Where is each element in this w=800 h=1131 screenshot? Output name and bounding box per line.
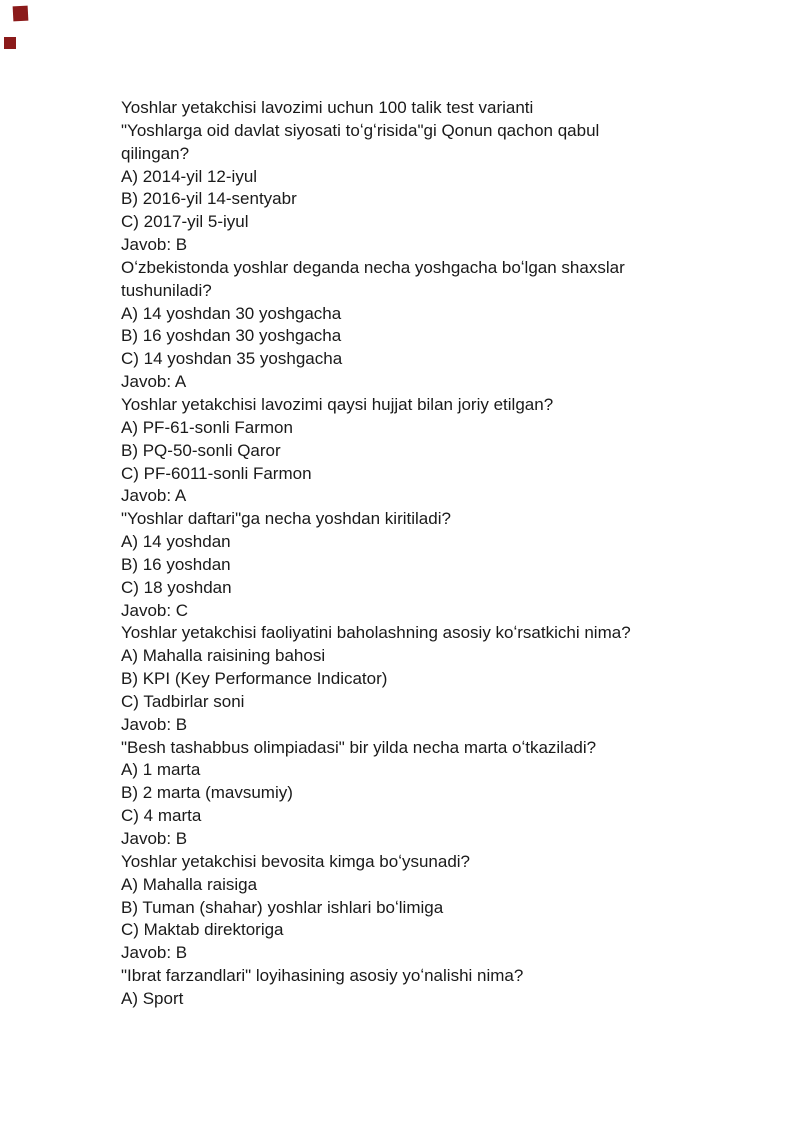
text-line: tushuniladi? xyxy=(121,280,212,300)
text-line: A) Sport xyxy=(121,988,184,1008)
text-line: qilingan? xyxy=(121,143,190,163)
text-line: C) 4 marta xyxy=(121,806,202,826)
text-line: A) PF-61-sonli Farmon xyxy=(121,417,293,437)
text-line: A) 2014-yil 12-iyul xyxy=(121,166,258,186)
text-line: Oʻzbekistonda yoshlar deganda necha yoshgacha boʻlgan shaxslar xyxy=(121,257,625,277)
text-line: "Yoshlarga oid davlat siyosati toʻgʻrisida"gi Qonun qachon qabul xyxy=(121,120,600,140)
text-line: "Ibrat farzandlari" loyihasining asosiy yoʻnalishi nima? xyxy=(121,966,524,986)
red-square-mark-bottom xyxy=(4,37,16,49)
text-line: "Yoshlar daftari"ga necha yoshdan kiritiladi? xyxy=(121,509,451,529)
text-line: Yoshlar yetakchisi lavozimi qaysi hujjat bilan joriy etilgan? xyxy=(121,394,554,414)
text-line: Javob: B xyxy=(121,943,188,963)
text-line: Yoshlar yetakchisi bevosita kimga boʻysunadi? xyxy=(121,851,471,871)
red-square-mark-top xyxy=(13,6,29,22)
text-line: "Besh tashabbus olimpiadasi" bir yilda necha marta oʻtkaziladi? xyxy=(121,737,597,757)
text-line: B) 2016-yil 14-sentyabr xyxy=(121,189,297,209)
text-line: B) 2 marta (mavsumiy) xyxy=(121,783,293,803)
text-line: Javob: B xyxy=(121,714,188,734)
text-line: Yoshlar yetakchisi lavozimi uchun 100 talik test varianti xyxy=(121,98,534,117)
text-line: A) 14 yoshdan 30 yoshgacha xyxy=(121,303,342,323)
text-line: Javob: B xyxy=(121,829,188,848)
text-line: C) 18 yoshdan xyxy=(121,577,232,597)
text-line: C) 2017-yil 5-iyul xyxy=(121,212,249,232)
text-line: B) PQ-50-sonli Qaror xyxy=(121,440,281,460)
text-line: B) KPI (Key Performance Indicator) xyxy=(121,669,388,689)
text-line: Javob: C xyxy=(121,600,189,620)
text-line: Javob: A xyxy=(121,486,187,506)
text-line: C) PF-6011-sonli Farmon xyxy=(121,463,312,483)
text-line: B) 16 yoshdan xyxy=(121,554,231,574)
text-line: A) Mahalla raisining bahosi xyxy=(121,646,326,666)
text-line: B) Tuman (shahar) yoshlar ishlari boʻlimiga xyxy=(121,897,444,917)
test-text-block xyxy=(121,97,721,1011)
text-line: C) 14 yoshdan 35 yoshgacha xyxy=(121,349,343,369)
text-line: A) 14 yoshdan xyxy=(121,532,231,552)
text-line: A) Mahalla raisiga xyxy=(121,874,258,894)
text-line: Yoshlar yetakchisi faoliyatini baholashning asosiy koʻrsatkichi nima? xyxy=(121,623,631,643)
text-line: B) 16 yoshdan 30 yoshgacha xyxy=(121,326,342,346)
text-line: Javob: A xyxy=(121,372,187,392)
text-line: Javob: B xyxy=(121,235,188,255)
text-line: C) Maktab direktoriga xyxy=(121,920,284,940)
text-line: A) 1 marta xyxy=(121,760,201,780)
text-line: C) Tadbirlar soni xyxy=(121,691,245,711)
